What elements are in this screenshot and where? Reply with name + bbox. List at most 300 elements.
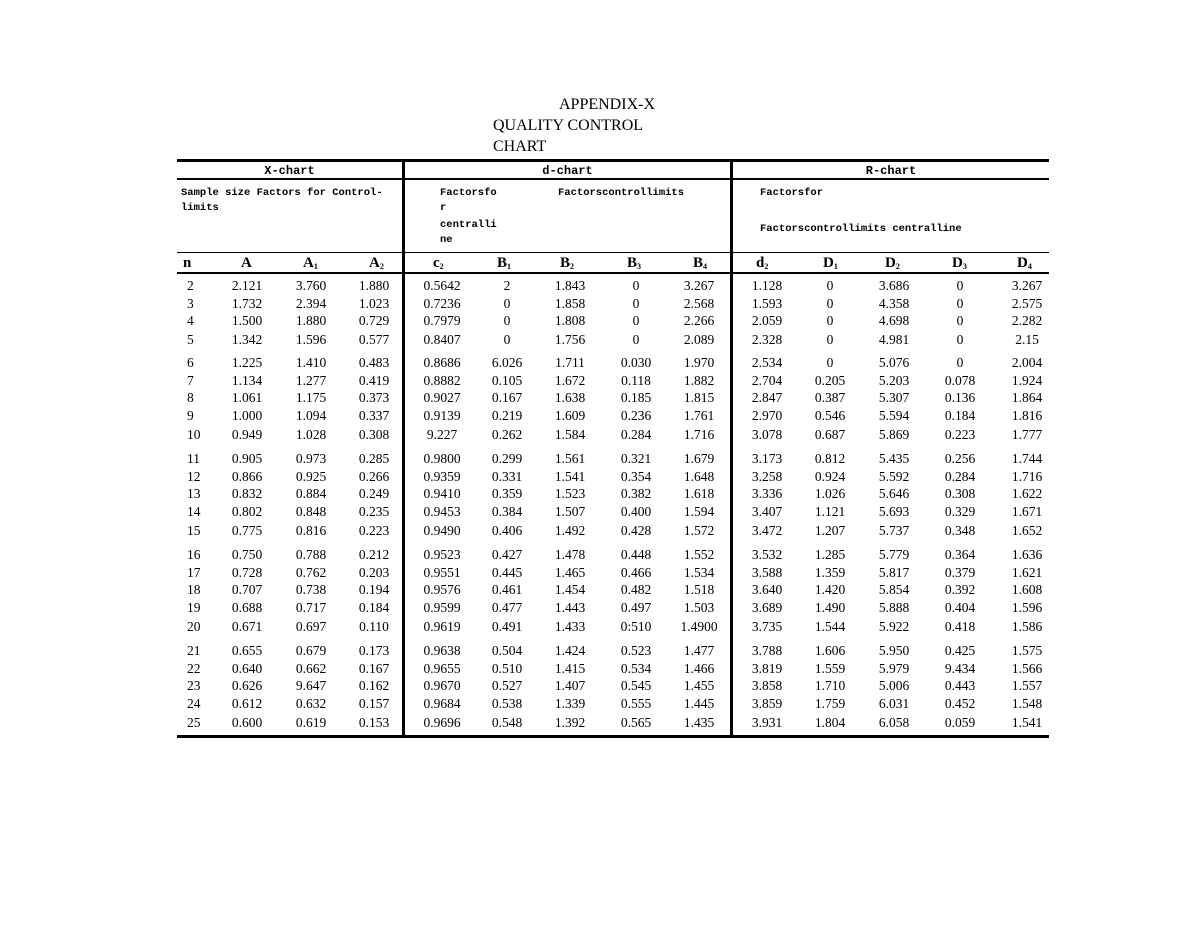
factor-cell: 1.596 — [295, 332, 327, 347]
factor-cell: 1.490 — [814, 600, 846, 615]
factor-cell: 0.626 — [231, 678, 263, 693]
factor-cell: 0.538 — [491, 696, 523, 711]
factor-cell: 1.454 — [554, 582, 586, 597]
factor-cell: 0.973 — [295, 451, 327, 466]
factor-cell: 0.9696 — [423, 715, 461, 730]
factor-cell: 2.282 — [1011, 313, 1043, 328]
sample-size-cell: 9 — [187, 408, 194, 423]
factor-cell: 0.504 — [491, 643, 523, 658]
sample-size-cell: 12 — [187, 469, 201, 484]
factor-cell: 5.006 — [878, 678, 910, 693]
factor-cell: 0.688 — [231, 600, 263, 615]
factor-cell: 0.461 — [491, 582, 523, 597]
factor-cell: 2.004 — [1011, 355, 1043, 370]
factor-cell: 0.331 — [491, 469, 523, 484]
column-header-d2: $D_2$ — [885, 255, 900, 271]
factor-cell: 0.373 — [358, 390, 390, 405]
factor-cell: 1.277 — [295, 373, 327, 388]
factor-cell: 0.7979 — [423, 313, 461, 328]
factor-cell: 0.284 — [620, 427, 652, 442]
table-row — [177, 660, 1049, 678]
factor-cell: 0.392 — [944, 582, 976, 597]
factor-cell: 0.212 — [358, 547, 390, 562]
r-control-limits-label: Factorscontrollimits centralline — [760, 223, 962, 235]
factor-cell: 1.478 — [554, 547, 586, 562]
factor-cell: 0 — [956, 296, 964, 311]
factor-cell: 1.435 — [683, 715, 715, 730]
factor-cell: 4.358 — [878, 296, 910, 311]
sample-size-cell: 7 — [187, 373, 194, 388]
factor-cell: 1.716 — [683, 427, 715, 442]
sample-size-cell: 2 — [187, 278, 194, 293]
factor-cell: 2.970 — [751, 408, 783, 423]
factor-cell: 1.465 — [554, 565, 586, 580]
factor-cell: 1.000 — [231, 408, 263, 423]
d-control-limits-label: Factorscontrollimits — [558, 187, 685, 199]
factor-cell: 5.693 — [878, 504, 910, 519]
appendix-title: APPENDIX-X — [559, 96, 655, 113]
factor-cell: 0.203 — [358, 565, 390, 580]
factor-cell: 0.949 — [231, 427, 263, 442]
factor-cell: 0.600 — [231, 715, 263, 730]
factor-cell: 0.359 — [491, 486, 523, 501]
factor-cell: 0 — [632, 313, 640, 328]
factor-cell: 3.735 — [751, 619, 783, 634]
factor-cell: 0 — [956, 313, 964, 328]
factor-cell: 0.266 — [358, 469, 390, 484]
table-row — [177, 677, 1049, 695]
factor-cell: 5.203 — [878, 373, 910, 388]
factor-cell: 0 — [956, 355, 964, 370]
factor-cell: 5.950 — [878, 643, 910, 658]
factor-cell: 1.415 — [554, 661, 586, 676]
factor-cell: 0.078 — [944, 373, 976, 388]
factor-cell: 0.418 — [944, 619, 976, 634]
sample-size-cell: 14 — [187, 504, 201, 519]
factor-cell: 1.566 — [1011, 661, 1043, 676]
factor-cell: 0 — [826, 313, 834, 328]
factor-cell: 0.750 — [231, 547, 263, 562]
factor-cell: 0.185 — [620, 390, 652, 405]
factor-cell: 0 — [826, 278, 834, 293]
factor-cell: 1.523 — [554, 486, 586, 501]
factor-cell: 0.546 — [814, 408, 846, 423]
factor-cell: 1.970 — [683, 355, 715, 370]
factor-cell: 2.575 — [1011, 296, 1043, 311]
table-top-rule — [177, 159, 1049, 162]
d-central-line-label: r — [440, 202, 447, 214]
column-header-d4: $D_4$ — [1017, 255, 1032, 271]
factor-cell: 0.262 — [491, 427, 523, 442]
factor-cell: 0.5642 — [423, 278, 461, 293]
factor-cell: 0.329 — [944, 504, 976, 519]
document-title-line-1: QUALITY CONTROL — [493, 117, 644, 134]
factor-cell: 3.472 — [751, 523, 783, 538]
factor-cell: 0.7236 — [423, 296, 461, 311]
factor-cell: 2.15 — [1015, 332, 1039, 347]
sample-size-cell: 22 — [187, 661, 201, 676]
d-central-line-label: centralli — [440, 219, 497, 231]
sample-size-cell: 11 — [187, 451, 200, 466]
factor-cell: 1.392 — [554, 715, 586, 730]
factor-cell: 0.775 — [231, 523, 263, 538]
factor-cell: 2.089 — [683, 332, 715, 347]
factor-cell: 0.640 — [231, 661, 263, 676]
factor-cell: 1.596 — [1011, 600, 1043, 615]
factor-cell: 1.609 — [554, 408, 586, 423]
factor-cell: 3.407 — [751, 504, 783, 519]
x-chart-subheader: Sample size Factors for Control- — [181, 187, 383, 199]
factor-cell: 0 — [956, 278, 964, 293]
factor-cell: 0.162 — [358, 678, 390, 693]
factor-cell: 0.452 — [944, 696, 976, 711]
factor-cell: 1.359 — [814, 565, 846, 580]
factor-cell: 0.655 — [231, 643, 263, 658]
factor-cell: 0 — [632, 278, 640, 293]
factor-cell: 0 — [826, 332, 834, 347]
factor-cell: 0.235 — [358, 504, 390, 519]
x-chart-header: X-chart — [264, 164, 315, 178]
factor-cell: 0.612 — [231, 696, 263, 711]
factor-cell: 0.428 — [620, 523, 652, 538]
factor-cell: 0.738 — [295, 582, 327, 597]
factor-cell: 1.880 — [295, 313, 327, 328]
factor-cell: 1.534 — [683, 565, 715, 580]
d-central-line-label: ne — [440, 234, 453, 246]
factor-cell: 1.882 — [683, 373, 715, 388]
factor-cell: 1.339 — [554, 696, 586, 711]
x-chart-subheader-cont: limits — [181, 202, 219, 214]
factor-cell: 0.866 — [231, 469, 263, 484]
factor-cell: 3.267 — [683, 278, 715, 293]
factor-cell: 1.207 — [814, 523, 846, 538]
factor-cell: 1.443 — [554, 600, 586, 615]
factor-cell: 1.557 — [1011, 678, 1043, 693]
sample-size-cell: 10 — [187, 427, 201, 442]
factor-cell: 0.308 — [358, 427, 390, 442]
sample-size-cell: 24 — [187, 696, 201, 711]
factor-cell: 0.167 — [358, 661, 390, 676]
table-bottom-rule — [177, 735, 1049, 738]
factor-cell: 0.223 — [944, 427, 976, 442]
factor-cell: 3.760 — [295, 278, 327, 293]
factor-cell: 1.500 — [231, 313, 263, 328]
sample-size-cell: 5 — [187, 332, 194, 347]
factor-cell: 0.448 — [620, 547, 652, 562]
factor-cell: 1.593 — [751, 296, 783, 311]
factor-cell: 0.194 — [358, 582, 390, 597]
factor-cell: 0.477 — [491, 600, 523, 615]
factor-cell: 0 — [503, 296, 511, 311]
factor-cell: 0.157 — [358, 696, 390, 711]
factor-cell: 0.110 — [359, 619, 389, 634]
factor-cell: 2.534 — [751, 355, 783, 370]
sample-size-cell: 23 — [187, 678, 201, 693]
factor-cell: 1.061 — [231, 390, 263, 405]
factor-cell: 0 — [503, 313, 511, 328]
factor-cell: 1.804 — [814, 715, 846, 730]
factor-cell: 2 — [503, 278, 511, 293]
table-row — [177, 546, 1049, 564]
factor-cell: 0.466 — [620, 565, 652, 580]
factor-cell: 0.425 — [944, 643, 976, 658]
factor-cell: 0.299 — [491, 451, 523, 466]
factor-cell: 0.419 — [358, 373, 390, 388]
factor-cell: 0.816 — [295, 523, 327, 538]
factor-cell: 0.482 — [620, 582, 652, 597]
column-header-a2: $A_2$ — [369, 255, 384, 271]
table-row — [177, 599, 1049, 617]
factor-cell: 0.256 — [944, 451, 976, 466]
factor-cell: 3.686 — [878, 278, 910, 293]
factor-cell: 1.094 — [295, 408, 327, 423]
d-chart-header: d-chart — [542, 164, 593, 178]
factor-cell: 3.859 — [751, 696, 783, 711]
factor-cell: 0.308 — [944, 486, 976, 501]
column-header-b2: $B_2$ — [560, 255, 575, 271]
factor-cell: 0 — [826, 296, 834, 311]
subheader-rule — [177, 252, 1049, 253]
column-header-d3: $D_3$ — [952, 255, 967, 271]
factor-cell: 1.710 — [814, 678, 846, 693]
factor-cell: 0.510 — [491, 661, 523, 676]
sample-size-cell: 17 — [187, 565, 201, 580]
factor-cell: 1.445 — [683, 696, 715, 711]
factor-cell: 1.608 — [1011, 582, 1043, 597]
factor-cell: 0.236 — [620, 408, 652, 423]
factor-cell: 0.697 — [295, 619, 327, 634]
factor-cell: 1.648 — [683, 469, 715, 484]
factor-cell: 1.023 — [358, 296, 390, 311]
factor-cell: 0.491 — [491, 619, 523, 634]
column-header-d2: $d_2$ — [756, 255, 769, 271]
factor-cell: 0.483 — [358, 355, 390, 370]
sample-size-cell: 8 — [187, 390, 194, 405]
factor-cell: 0.9139 — [423, 408, 461, 423]
factor-cell: 1.864 — [1011, 390, 1043, 405]
factor-cell: 0.321 — [620, 451, 652, 466]
table-row — [177, 407, 1049, 425]
factor-cell: 1.544 — [814, 619, 846, 634]
factor-cell: 0.153 — [358, 715, 390, 730]
factor-cell: 0.9410 — [423, 486, 461, 501]
factor-cell: 3.078 — [751, 427, 783, 442]
factor-cell: 0.905 — [231, 451, 263, 466]
factor-cell: 0.8407 — [423, 332, 461, 347]
factor-cell: 0.565 — [620, 715, 652, 730]
table-row — [177, 312, 1049, 330]
factor-cell: 0.9599 — [423, 600, 461, 615]
factor-cell: 0.030 — [620, 355, 652, 370]
factor-cell: 1.477 — [683, 643, 715, 658]
factor-cell: 0.728 — [231, 565, 263, 580]
factor-cell: 0.9619 — [423, 619, 461, 634]
sample-size-cell: 6 — [187, 355, 194, 370]
factor-cell: 0.632 — [295, 696, 327, 711]
factor-cell: 0.354 — [620, 469, 652, 484]
table-row — [177, 714, 1049, 732]
factor-cell: 1.638 — [554, 390, 586, 405]
factor-cell: 5.737 — [878, 523, 910, 538]
factor-cell: 0.406 — [491, 523, 523, 538]
factor-cell: 0.523 — [620, 643, 652, 658]
factor-cell: 1.342 — [231, 332, 263, 347]
factor-cell: 1.716 — [1011, 469, 1043, 484]
factor-cell: 2.847 — [751, 390, 783, 405]
factor-cell: 1.121 — [814, 504, 846, 519]
factor-cell: 1.858 — [554, 296, 586, 311]
column-header-c2: $c_2$ — [433, 255, 444, 271]
factor-cell: 0.8882 — [423, 373, 461, 388]
factor-cell: 1.548 — [1011, 696, 1043, 711]
factor-cell: 2.328 — [751, 332, 783, 347]
table-row — [177, 372, 1049, 390]
table-row — [177, 642, 1049, 660]
factor-cell: 0.059 — [944, 715, 976, 730]
factor-cell: 1.843 — [554, 278, 586, 293]
factor-cell: 1.924 — [1011, 373, 1043, 388]
factor-cell: 4.981 — [878, 332, 910, 347]
sample-size-cell: 16 — [187, 547, 201, 562]
factor-cell: 3.532 — [751, 547, 783, 562]
factor-cell: 1.028 — [295, 427, 327, 442]
factor-cell: 1.407 — [554, 678, 586, 693]
factor-cell: 1.679 — [683, 451, 715, 466]
factor-cell: 5.922 — [878, 619, 910, 634]
factor-cell: 0.427 — [491, 547, 523, 562]
factor-cell: 2.394 — [295, 296, 327, 311]
factor-cell: 3.267 — [1011, 278, 1043, 293]
table-row — [177, 564, 1049, 582]
r-central-line-label: Factorsfor — [760, 187, 824, 199]
factor-cell: 1.424 — [554, 643, 586, 658]
factor-cell: 0.679 — [295, 643, 327, 658]
factor-cell: 1.759 — [814, 696, 846, 711]
factor-cell: 1.541 — [1011, 715, 1043, 730]
table-row — [177, 581, 1049, 599]
sample-size-cell: 3 — [187, 296, 194, 311]
factor-cell: 1.621 — [1011, 565, 1043, 580]
column-header-b3: $B_3$ — [627, 255, 642, 271]
factor-cell: 1.575 — [1011, 643, 1043, 658]
factor-cell: 1.541 — [554, 469, 586, 484]
table-row — [177, 522, 1049, 540]
factor-cell: 3.258 — [751, 469, 783, 484]
factor-cell: 1.285 — [814, 547, 846, 562]
table-row — [177, 331, 1049, 349]
factor-cell: 0.384 — [491, 504, 523, 519]
factor-cell: 3.640 — [751, 582, 783, 597]
factor-cell: 1.816 — [1011, 408, 1043, 423]
column-header-d1: $D_1$ — [823, 255, 838, 271]
column-header-a1: $A_1$ — [303, 255, 318, 271]
factor-cell: 0.762 — [295, 565, 327, 580]
document-title-line-2: CHART — [493, 138, 547, 155]
factor-cell: 1.026 — [814, 486, 846, 501]
factor-cell: 1.561 — [554, 451, 586, 466]
factor-cell: 1.492 — [554, 523, 586, 538]
factor-cell: 0.184 — [358, 600, 390, 615]
factor-cell: 4.698 — [878, 313, 910, 328]
table-row — [177, 695, 1049, 713]
factor-cell: 2.121 — [231, 278, 263, 293]
factor-cell: 0:510 — [620, 619, 652, 634]
factor-cell: 1.652 — [1011, 523, 1043, 538]
factor-cell: 0.832 — [231, 486, 263, 501]
factor-cell: 0.379 — [944, 565, 976, 580]
table-row — [177, 426, 1049, 444]
factor-cell: 1.552 — [683, 547, 715, 562]
factor-cell: 1.455 — [683, 678, 715, 693]
factor-cell: 1.518 — [683, 582, 715, 597]
factor-cell: 5.888 — [878, 600, 910, 615]
sample-size-cell: 18 — [187, 582, 201, 597]
factor-cell: 1.777 — [1011, 427, 1043, 442]
factor-cell: 0.497 — [620, 600, 652, 615]
factor-cell: 1.618 — [683, 486, 715, 501]
factor-cell: 0.404 — [944, 600, 976, 615]
factor-cell: 1.175 — [295, 390, 327, 405]
factor-cell: 5.307 — [878, 390, 910, 405]
factor-cell: 0.671 — [231, 619, 263, 634]
table-row — [177, 389, 1049, 407]
factor-cell: 5.817 — [878, 565, 910, 580]
factor-cell: 1.622 — [1011, 486, 1043, 501]
factor-cell: 0.925 — [295, 469, 327, 484]
factor-cell: 1.410 — [295, 355, 327, 370]
column-header-b4: $B_4$ — [693, 255, 708, 271]
factor-cell: 0 — [956, 332, 964, 347]
factor-cell: 0.545 — [620, 678, 652, 693]
factor-cell: 0.707 — [231, 582, 263, 597]
table-row — [177, 354, 1049, 372]
factor-cell: 0 — [632, 332, 640, 347]
factor-cell: 1.559 — [814, 661, 846, 676]
factor-cell: 0.249 — [358, 486, 390, 501]
factor-cell: 2.059 — [751, 313, 783, 328]
factor-cell: 0.619 — [295, 715, 327, 730]
factor-cell: 5.592 — [878, 469, 910, 484]
factor-cell: 0.729 — [358, 313, 390, 328]
factor-cell: 3.588 — [751, 565, 783, 580]
factor-cell: 0.9576 — [423, 582, 461, 597]
table-row — [177, 295, 1049, 313]
factor-cell: 0.9453 — [423, 504, 461, 519]
factor-cell: 1.732 — [231, 296, 263, 311]
factor-cell: 3.788 — [751, 643, 783, 658]
factor-cell: 1.744 — [1011, 451, 1043, 466]
factor-cell: 1.507 — [554, 504, 586, 519]
factor-cell: 0.924 — [814, 469, 846, 484]
table-row — [177, 485, 1049, 503]
factor-cell: 0.662 — [295, 661, 327, 676]
factor-cell: 1.808 — [554, 313, 586, 328]
factor-cell: 1.672 — [554, 373, 586, 388]
factor-cell: 1.420 — [814, 582, 846, 597]
sample-size-cell: 19 — [187, 600, 201, 615]
factor-cell: 3.173 — [751, 451, 783, 466]
factor-cell: 1.756 — [554, 332, 586, 347]
factor-cell: 0.205 — [814, 373, 846, 388]
sample-size-cell: 15 — [187, 523, 201, 538]
factor-cell: 1.572 — [683, 523, 715, 538]
factor-cell: 0.387 — [814, 390, 846, 405]
factor-cell: 3.336 — [751, 486, 783, 501]
factor-cell: 5.779 — [878, 547, 910, 562]
factor-cell: 0.173 — [358, 643, 390, 658]
factor-cell: 0.9670 — [423, 678, 461, 693]
factor-cell: 5.594 — [878, 408, 910, 423]
